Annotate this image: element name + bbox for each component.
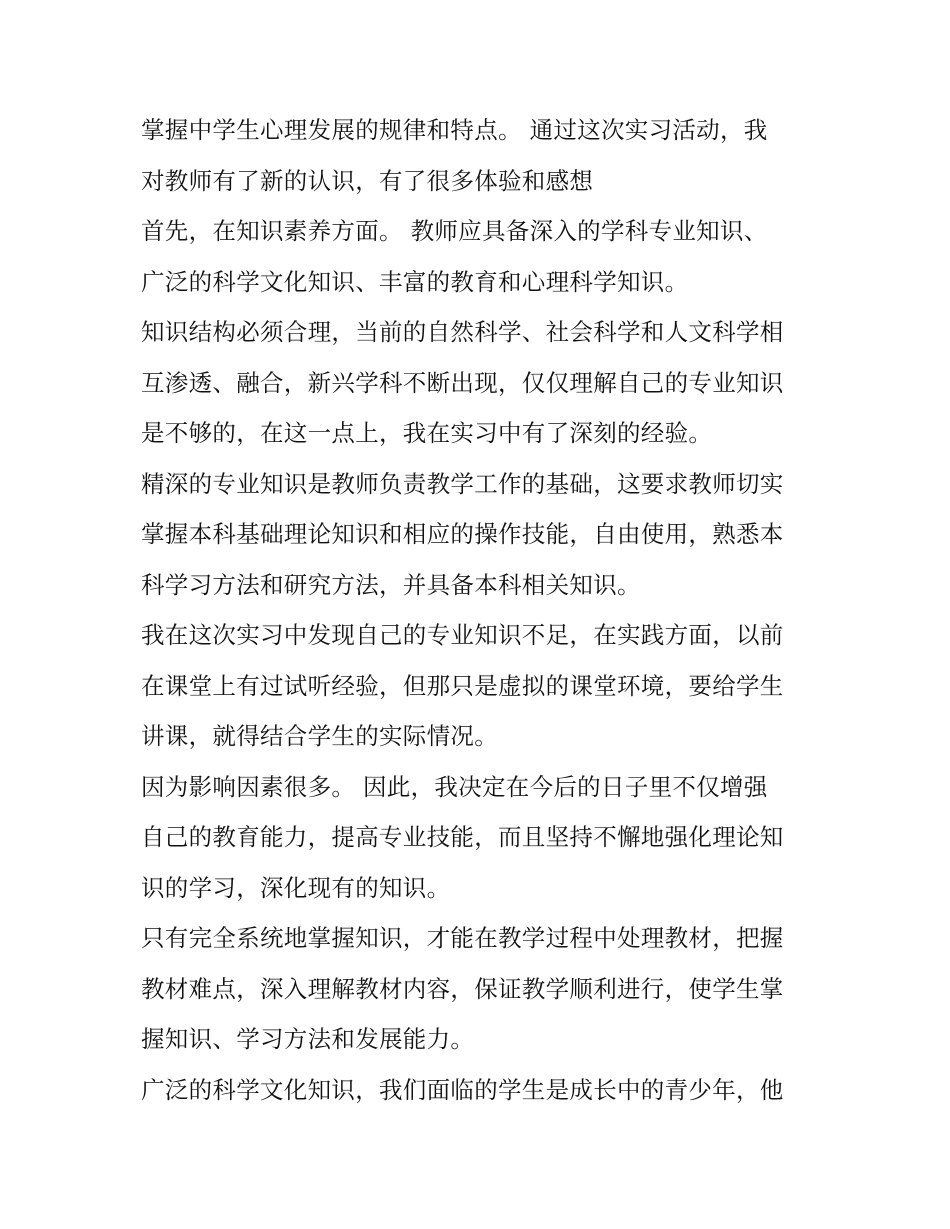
text-line-2: 对教师有了新的认识，有了很多体验和感想: [141, 167, 594, 195]
text-line-6: 互渗透、融合，新兴学科不断出现，仅仅理解自己的专业知识: [141, 369, 784, 397]
text-line-12: 在课堂上有过试听经验，但那只是虚拟的课堂环境，要给学生: [141, 672, 784, 700]
text-line-5: 知识结构必须合理，当前的自然科学、社会科学和人文科学相: [141, 318, 784, 346]
text-line-3: 首先，在知识素养方面。 教师应具备深入的学科专业知识、: [141, 217, 768, 245]
text-line-20: 广泛的科学文化知识，我们面临的学生是成长中的青少年，他: [141, 1076, 784, 1104]
text-line-8: 精深的专业知识是教师负责教学工作的基础，这要求教师切实: [141, 470, 784, 498]
text-line-17: 只有完全系统地掌握知识，才能在教学过程中处理教材，把握: [141, 924, 784, 952]
text-line-7: 是不够的，在这一点上，我在实习中有了深刻的经验。: [141, 419, 713, 447]
text-line-9: 掌握本科基础理论知识和相应的操作技能，自由使用，熟悉本: [141, 520, 784, 548]
text-line-16: 识的学习，深化现有的知识。: [141, 874, 451, 902]
text-line-1: 掌握中学生心理发展的规律和特点。 通过这次实习活动，我: [141, 116, 768, 144]
text-line-4: 广泛的科学文化知识、丰富的教育和心理科学知识。: [141, 268, 689, 296]
text-line-13: 讲课，就得结合学生的实际情况。: [141, 722, 498, 750]
text-line-18: 教材难点，深入理解教材内容，保证教学顺利进行，使学生掌: [141, 975, 784, 1003]
text-line-19: 握知识、学习方法和发展能力。: [141, 1025, 475, 1053]
text-line-14: 因为影响因素很多。 因此，我决定在今后的日子里不仅增强: [141, 773, 768, 801]
text-line-11: 我在这次实习中发现自己的专业知识不足，在实践方面，以前: [141, 621, 784, 649]
text-line-10: 科学习方法和研究方法，并具备本科相关知识。: [141, 571, 641, 599]
text-line-15: 自己的教育能力，提高专业技能，而且坚持不懈地强化理论知: [141, 823, 784, 851]
